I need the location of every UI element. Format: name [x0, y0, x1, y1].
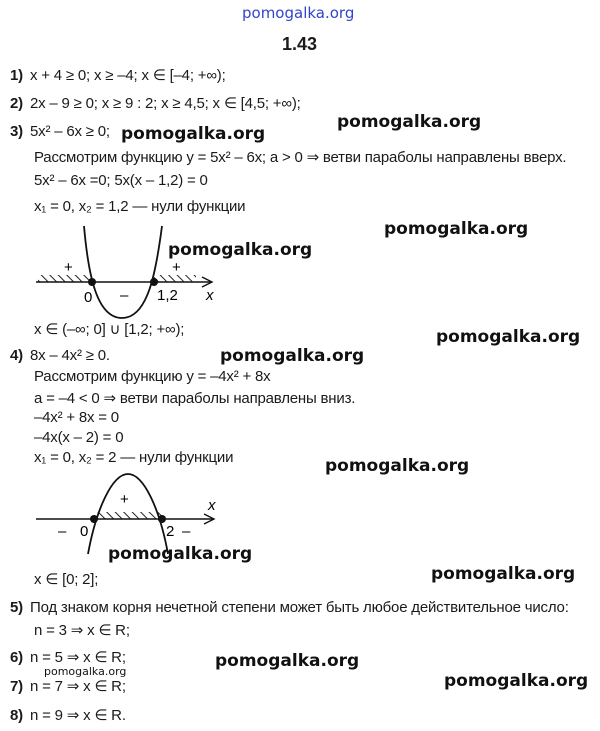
item-number: 5) — [10, 599, 23, 616]
watermark: pomogalka.org — [337, 112, 482, 132]
watermark-top: pomogalka.org — [242, 4, 355, 22]
axis-label-x: x — [208, 497, 216, 514]
item-text: x + 4 ≥ 0; x ≥ –4; x ∈ [–4; +∞); — [30, 67, 226, 84]
item-3 — [10, 123, 110, 140]
text-line: Рассмотрим функцию y = –4x² + 8x — [34, 368, 271, 385]
watermark: pomogalka.org — [444, 671, 589, 691]
label-zero: 0 — [80, 523, 89, 540]
hatched-region — [94, 512, 164, 519]
item-number: 7) — [10, 678, 23, 695]
watermark: pomogalka.org — [168, 240, 313, 260]
text-line: Рассмотрим функцию y = 5x² – 6x; a > 0 ⇒ ветви параболы направлены вверх. — [34, 149, 567, 166]
item-text: n = 7 ⇒ x ∈ R; — [30, 678, 126, 695]
sign-plus-right: + — [172, 259, 181, 276]
item-text: Под знаком корня нечетной степени может быть любое действительное число: — [30, 599, 569, 616]
text-line: –4x² + 8x = 0 — [34, 409, 119, 426]
parabola-down-graph — [30, 470, 230, 560]
hatched-region-left — [38, 275, 92, 282]
page-title: 1.43 — [282, 34, 318, 54]
item-number: 2) — [10, 95, 23, 112]
label-zero: 0 — [84, 289, 93, 306]
text-line: x ∈ [0; 2]; — [34, 571, 99, 588]
item-number: 1) — [10, 67, 23, 84]
item-text: 5x² – 6x ≥ 0; — [30, 123, 110, 140]
text-line: 5x² – 6x =0; 5x(x – 1,2) = 0 — [34, 172, 208, 189]
item-number: 8) — [10, 707, 23, 724]
item-text: n = 5 ⇒ x ∈ R; — [30, 649, 126, 666]
watermark: pomogalka.org — [384, 219, 529, 239]
text-line: x₁ = 0, x₂ = 1,2 — нули функции — [34, 198, 246, 215]
sign-minus-right: – — [182, 523, 191, 540]
text-line: x ∈ (–∞; 0] ∪ [1,2; +∞); — [34, 321, 185, 338]
sign-plus: + — [120, 491, 129, 508]
text-line: x₁ = 0, x₂ = 2 — нули функции — [34, 449, 234, 466]
watermark: pomogalka.org — [436, 327, 581, 347]
sign-minus-left: – — [58, 523, 67, 540]
item-4 — [10, 347, 110, 364]
watermark: pomogalka.org — [215, 651, 360, 671]
text-line: –4x(x – 2) = 0 — [34, 429, 124, 446]
text-line: a = –4 < 0 ⇒ ветви параболы направлены вниз. — [34, 390, 356, 407]
watermark: pomogalka.org — [108, 544, 253, 564]
parabola-curve — [84, 226, 162, 318]
text-line: n = 3 ⇒ x ∈ R; — [34, 622, 130, 639]
item-text: 8x – 4x² ≥ 0. — [30, 347, 110, 364]
item-2 — [10, 94, 301, 112]
label-root: 1,2 — [157, 287, 178, 304]
item-7 — [10, 677, 126, 695]
root-point-1-2 — [150, 278, 158, 286]
axis-label-x: x — [206, 287, 214, 304]
watermark: pomogalka.org — [431, 564, 576, 584]
item-5 — [10, 599, 569, 616]
item-number: 3) — [10, 123, 23, 140]
root-point-2 — [158, 515, 166, 523]
item-8 — [10, 706, 126, 724]
item-6 — [10, 648, 126, 666]
watermark: pomogalka.org — [325, 456, 470, 476]
item-text: 2x – 9 ≥ 0; x ≥ 9 : 2; x ≥ 4,5; x ∈ [4,5; +∞); — [30, 95, 301, 112]
sign-minus: – — [120, 287, 129, 304]
item-text: n = 9 ⇒ x ∈ R. — [30, 707, 126, 724]
item-number: 4) — [10, 347, 23, 364]
parabola-up-graph — [30, 222, 230, 322]
watermark: pomogalka.org — [44, 665, 127, 678]
hatched-region-right — [154, 275, 196, 282]
item-number: 6) — [10, 649, 23, 666]
root-point-0 — [90, 515, 98, 523]
root-point-0 — [88, 278, 96, 286]
sign-plus-left: + — [64, 259, 73, 276]
watermark: pomogalka.org — [121, 124, 266, 144]
label-root: 2 — [166, 523, 175, 540]
watermark: pomogalka.org — [220, 346, 365, 366]
item-1 — [10, 66, 226, 84]
